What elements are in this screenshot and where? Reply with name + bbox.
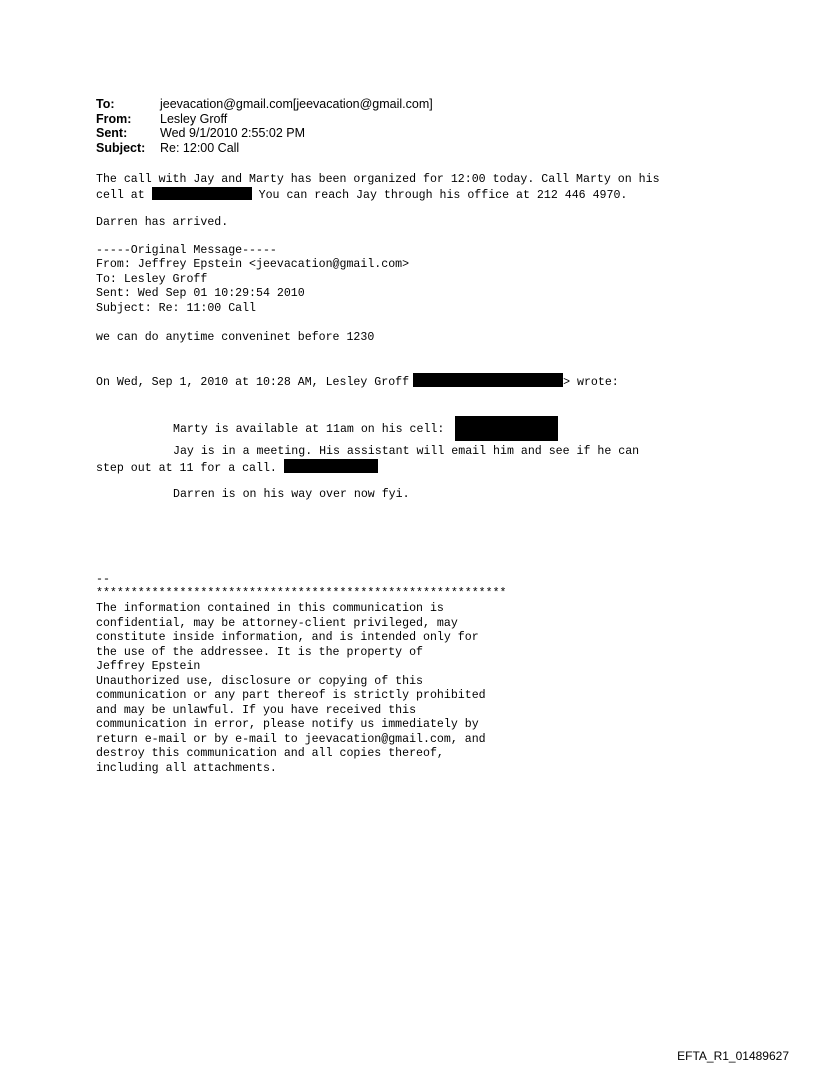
quoted-marty-text: Marty is available at 11am on his cell: [173,423,445,436]
redaction-box [284,459,378,473]
disclaimer-line: The information contained in this communication is [96,602,444,615]
body-line-3: Darren has arrived. [96,216,229,229]
to-row [96,97,433,112]
subject-row [96,141,433,156]
quoted-attribution [96,373,619,391]
disclaimer-line: communication or any part thereof is strictly prohibited [96,689,486,702]
quoted-attribution-start: On Wed, Sep 1, 2010 at 10:28 AM, Lesley Groff [96,376,410,389]
original-text: we can do anytime conveninet before 1230 [96,331,375,344]
disclaimer-stars: *********************************************************** [96,587,507,600]
quoted-jay-text: step out at 11 for a call. [96,462,277,475]
quoted-jay-line-1: Jay is in a meeting. His assistant will email him and see if he can [173,445,640,458]
body-line-1: The call with Jay and Marty has been organized for 12:00 today. Call Marty on his [96,173,660,186]
disclaimer-line: return e-mail or by e-mail to jeevacation@gmail.com, and [96,732,486,746]
body-line-2-start: cell at [96,189,145,202]
quoted-attribution-end: > wrote: [563,376,619,389]
disclaimer-line: Unauthorized use, disclosure or copying of this [96,674,423,688]
disclaimer-line: communication in error, please notify us immediately by [96,718,479,731]
disclaimer-line: the use of the addressee. It is the property of [96,645,423,659]
document-id: EFTA_R1_01489627 [677,1049,789,1063]
original-from: From: Jeffrey Epstein <jeevacation@gmail.com> [96,258,410,271]
quoted-darren-line: Darren is on his way over now fyi. [173,488,410,501]
from-value: Lesley Groff [160,111,228,126]
sent-value: Wed 9/1/2010 2:55:02 PM [160,126,306,141]
email-header [96,97,433,155]
original-sent: Sent: Wed Sep 01 10:29:54 2010 [96,287,305,300]
disclaimer-line: and may be unlawful. If you have received this [96,703,417,717]
quoted-jay-line-2 [96,459,378,477]
body-line-2 [96,187,627,204]
from-label: From: [96,111,132,126]
disclaimer-line: including all attachments. [96,761,277,775]
disclaimer-line: constitute inside information, and is intended only for [96,631,479,644]
original-subject: Subject: Re: 11:00 Call [96,302,257,315]
to-value: jeevacation@gmail.com[jeevacation@gmail.com] [160,97,433,111]
redaction-box [413,373,563,387]
body-line-2-end: You can reach Jay through his office at 212 446 4970. [251,189,628,202]
sent-row [96,126,433,141]
original-divider: -----Original Message----- [96,244,277,257]
subject-value: Re: 12:00 Call [160,140,240,155]
sent-label: Sent: [96,126,128,141]
from-row [96,112,433,127]
disclaimer-line: destroy this communication and all copies thereof, [96,747,444,760]
signature-dashes: -- [96,573,110,586]
redaction-box [455,416,558,441]
disclaimer-line: confidential, may be attorney-client privileged, may [96,616,458,630]
original-to: To: Lesley Groff [96,273,208,286]
subject-label: Subject: [96,140,146,155]
redaction-box [152,187,252,200]
disclaimer-line: Jeffrey Epstein [96,660,201,673]
to-label: To: [96,97,115,111]
disclaimer-text [96,602,486,776]
quoted-marty-line [173,416,558,441]
